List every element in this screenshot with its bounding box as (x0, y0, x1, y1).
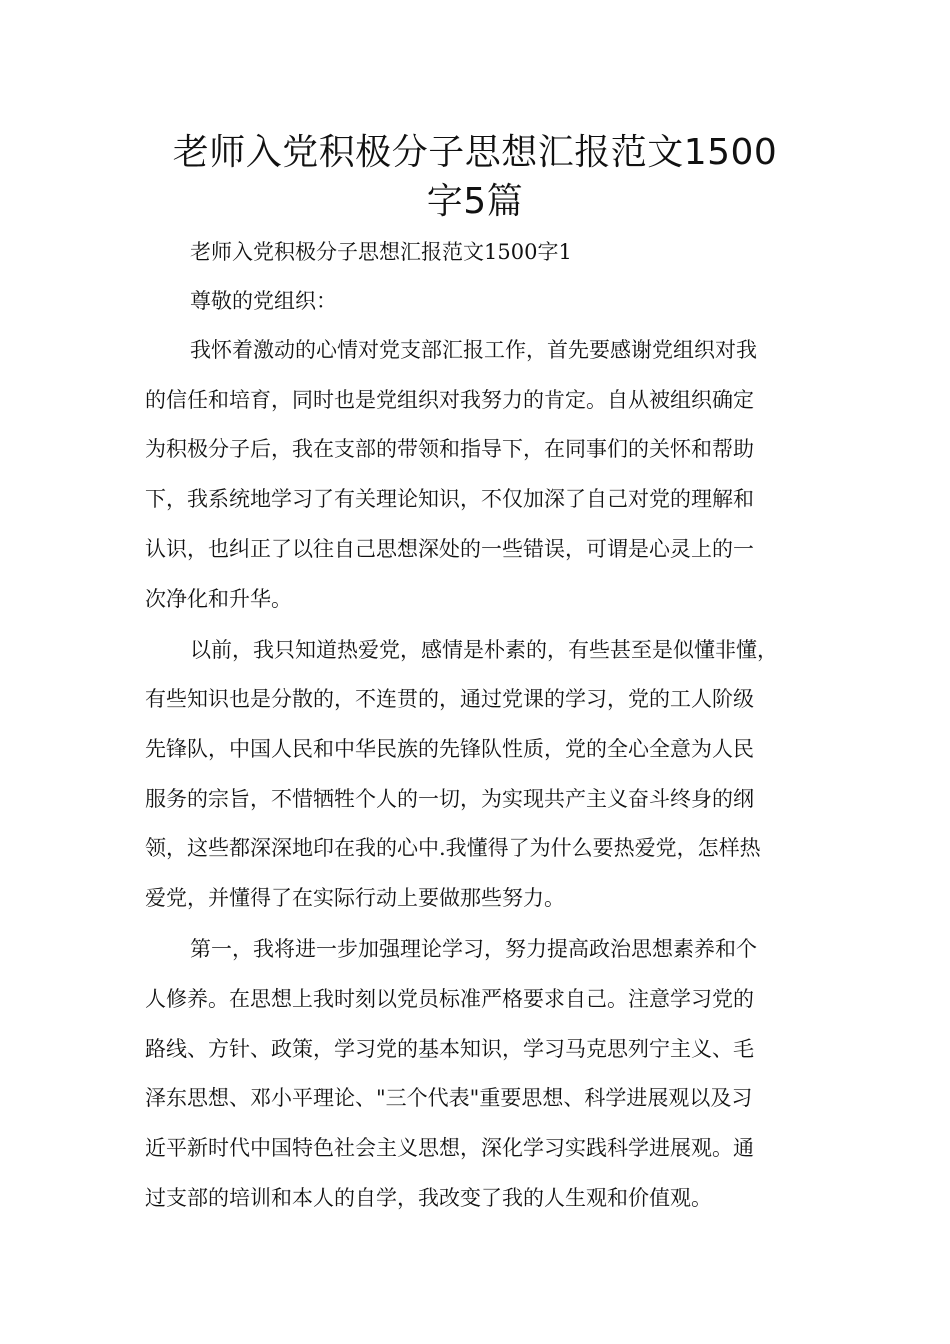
paragraph-line: 近平新时代中国特色社会主义思想，深化学习实践科学进展观。通 (145, 1136, 754, 1160)
paragraph-line: 我怀着激动的心情对党支部汇报工作，首先要感谢党组织对我 (190, 338, 757, 362)
paragraph-line: 爱党，并懂得了在实际行动上要做那些努力。 (145, 886, 565, 910)
paragraph-line: 有些知识也是分散的，不连贯的，通过党课的学习，党的工人阶级 (145, 687, 754, 711)
paragraph-line: 下，我系统地学习了有关理论知识，不仅加深了自己对党的理解和 (145, 487, 754, 511)
document-title-line-2: 字5篇 (426, 181, 524, 222)
document-title-line-1: 老师入党积极分子思想汇报范文1500 (172, 132, 778, 173)
paragraph-line: 以前，我只知道热爱党，感情是朴素的，有些甚至是似懂非懂， (190, 638, 778, 662)
paragraph-line: 过支部的培训和本人的自学，我改变了我的人生观和价值观。 (145, 1186, 712, 1210)
paragraph-line: 认识，也纠正了以往自己思想深处的一些错误，可谓是心灵上的一 (145, 537, 754, 561)
paragraph-line: 领，这些都深深地印在我的心中.我懂得了为什么要热爱党，怎样热 (145, 836, 761, 860)
paragraph-line: 的信任和培育，同时也是党组织对我努力的肯定。自从被组织确定 (145, 388, 754, 412)
salutation: 尊敬的党组织： (190, 289, 337, 313)
document-subtitle: 老师入党积极分子思想汇报范文1500字1 (190, 240, 572, 264)
paragraph-line: 人修养。在思想上我时刻以党员标准严格要求自己。注意学习党的 (145, 987, 754, 1011)
paragraph-line: 次净化和升华。 (145, 587, 292, 611)
paragraph-line: 先锋队，中国人民和中华民族的先锋队性质，党的全心全意为人民 (145, 737, 754, 761)
paragraph-line: 为积极分子后，我在支部的带领和指导下，在同事们的关怀和帮助 (145, 437, 754, 461)
paragraph-line: 服务的宗旨，不惜牺牲个人的一切，为实现共产主义奋斗终身的纲 (145, 787, 754, 811)
paragraph-line: 第一，我将进一步加强理论学习，努力提高政治思想素养和个 (190, 937, 757, 961)
paragraph-line: 泽东思想、邓小平理论、"三个代表"重要思想、科学进展观以及习 (145, 1086, 753, 1110)
paragraph-line: 路线、方针、政策，学习党的基本知识，学习马克思列宁主义、毛 (145, 1037, 754, 1061)
